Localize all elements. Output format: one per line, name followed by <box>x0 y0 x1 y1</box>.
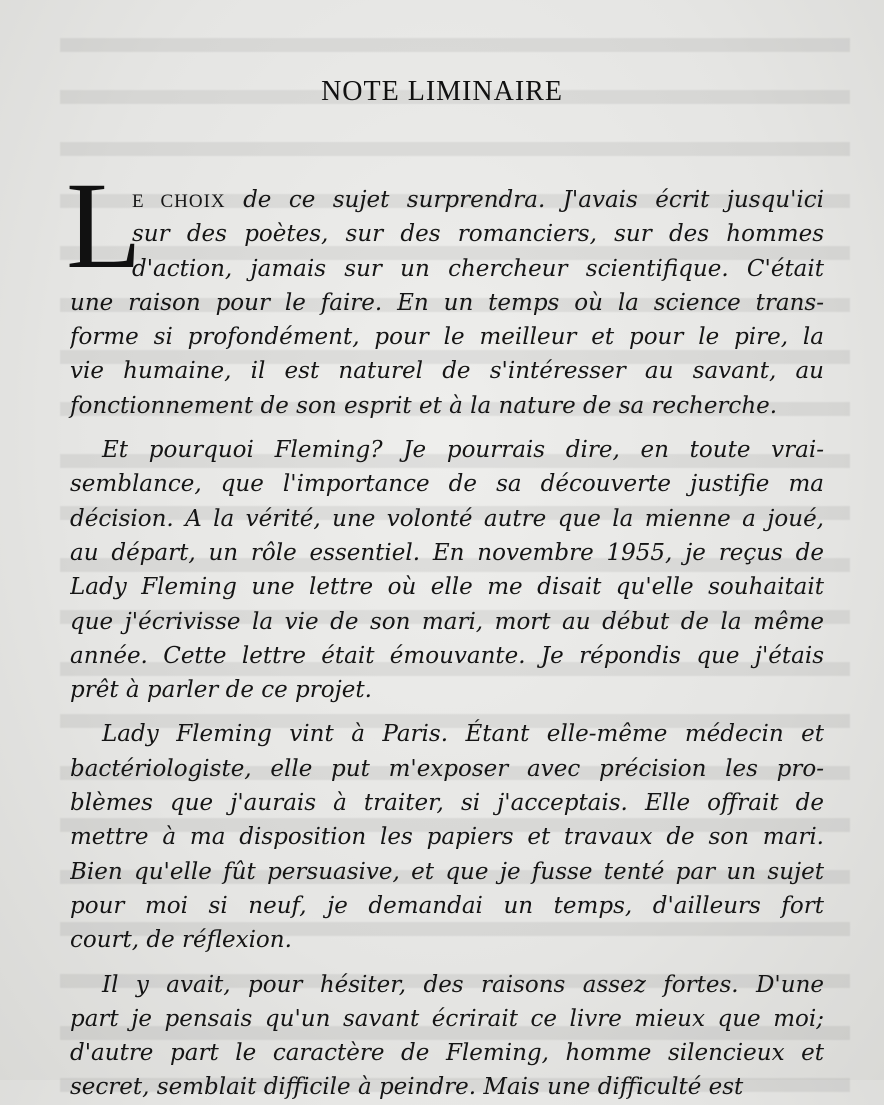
text-line: part je pensais qu'un savant écrirait ce livre mieux que moi; <box>70 1005 824 1032</box>
text-line: décision. A la vérité, une volonté autre que la mienne a joué, <box>70 505 824 532</box>
text-line: d'action, jamais sur un chercheur scientifique. C'était <box>132 255 824 282</box>
paragraph-gap <box>70 423 824 433</box>
text-line: que j'écrivisse la vie de son mari, mort au début de la même <box>70 608 824 635</box>
text-line: Il y avait, pour hésiter, des raisons assez fortes. D'une <box>102 971 824 998</box>
text-line: d'autre part le caractère de Fleming, homme silencieux et <box>70 1040 824 1067</box>
text-line: une raison pour le faire. En un temps où la science trans- <box>70 289 824 316</box>
text-line: vie humaine, il est naturel de s'intéresser au savant, au <box>70 358 824 385</box>
opening-small-caps: E CHOIX <box>132 191 226 212</box>
text-line: Lady Fleming vint à Paris. Étant elle-même médecin et <box>102 721 824 748</box>
text-line: Lady Fleming une lettre où elle me disait qu'elle souhaitait <box>70 574 824 601</box>
text-line: mettre à ma disposition les papiers et travaux de son mari. <box>70 824 824 851</box>
text-line: E CHOIX de ce sujet surprendra. J'avais écrit jusqu'ici <box>132 187 824 213</box>
text-line: bactériologiste, elle put m'exposer avec précision les pro- <box>70 755 824 782</box>
text-line: semblance, que l'importance de sa découverte justifie ma <box>70 471 824 498</box>
text-line: blèmes que j'aurais à traiter, si j'acceptais. Elle offrait de <box>70 790 824 817</box>
text-line: Et pourquoi Fleming? Je pourrais dire, en toute vrai- <box>102 437 824 464</box>
page-title: NOTE LIMINAIRE <box>321 76 563 107</box>
text-line: prêt à parler de ce projet. <box>70 677 372 704</box>
paragraph-gap <box>70 707 824 717</box>
text-line: court, de réflexion. <box>70 927 292 954</box>
text-line: pour moi si neuf, je demandai un temps, d'ailleurs fort <box>70 892 824 919</box>
paragraph-gap <box>70 958 824 968</box>
text-line: au départ, un rôle essentiel. En novembre 1955, je reçus de <box>70 539 824 566</box>
text-line: fonctionnement de son esprit et à la nature de sa recherche. <box>70 392 778 419</box>
text-line: secret, semblait difficile à peindre. Mais une difficulté est <box>70 1074 744 1101</box>
text-line: forme si profondément, pour le meilleur et pour le pire, la <box>70 324 824 351</box>
text-line: Bien qu'elle fût persuasive, et que je fusse tenté par un sujet <box>70 858 824 885</box>
text-line: année. Cette lettre était émouvante. Je répondis que j'étais <box>70 642 824 669</box>
drop-cap: L <box>66 157 142 294</box>
body-text <box>70 183 824 1105</box>
text-line: sur des poètes, sur des romanciers, sur des hommes <box>132 221 824 248</box>
